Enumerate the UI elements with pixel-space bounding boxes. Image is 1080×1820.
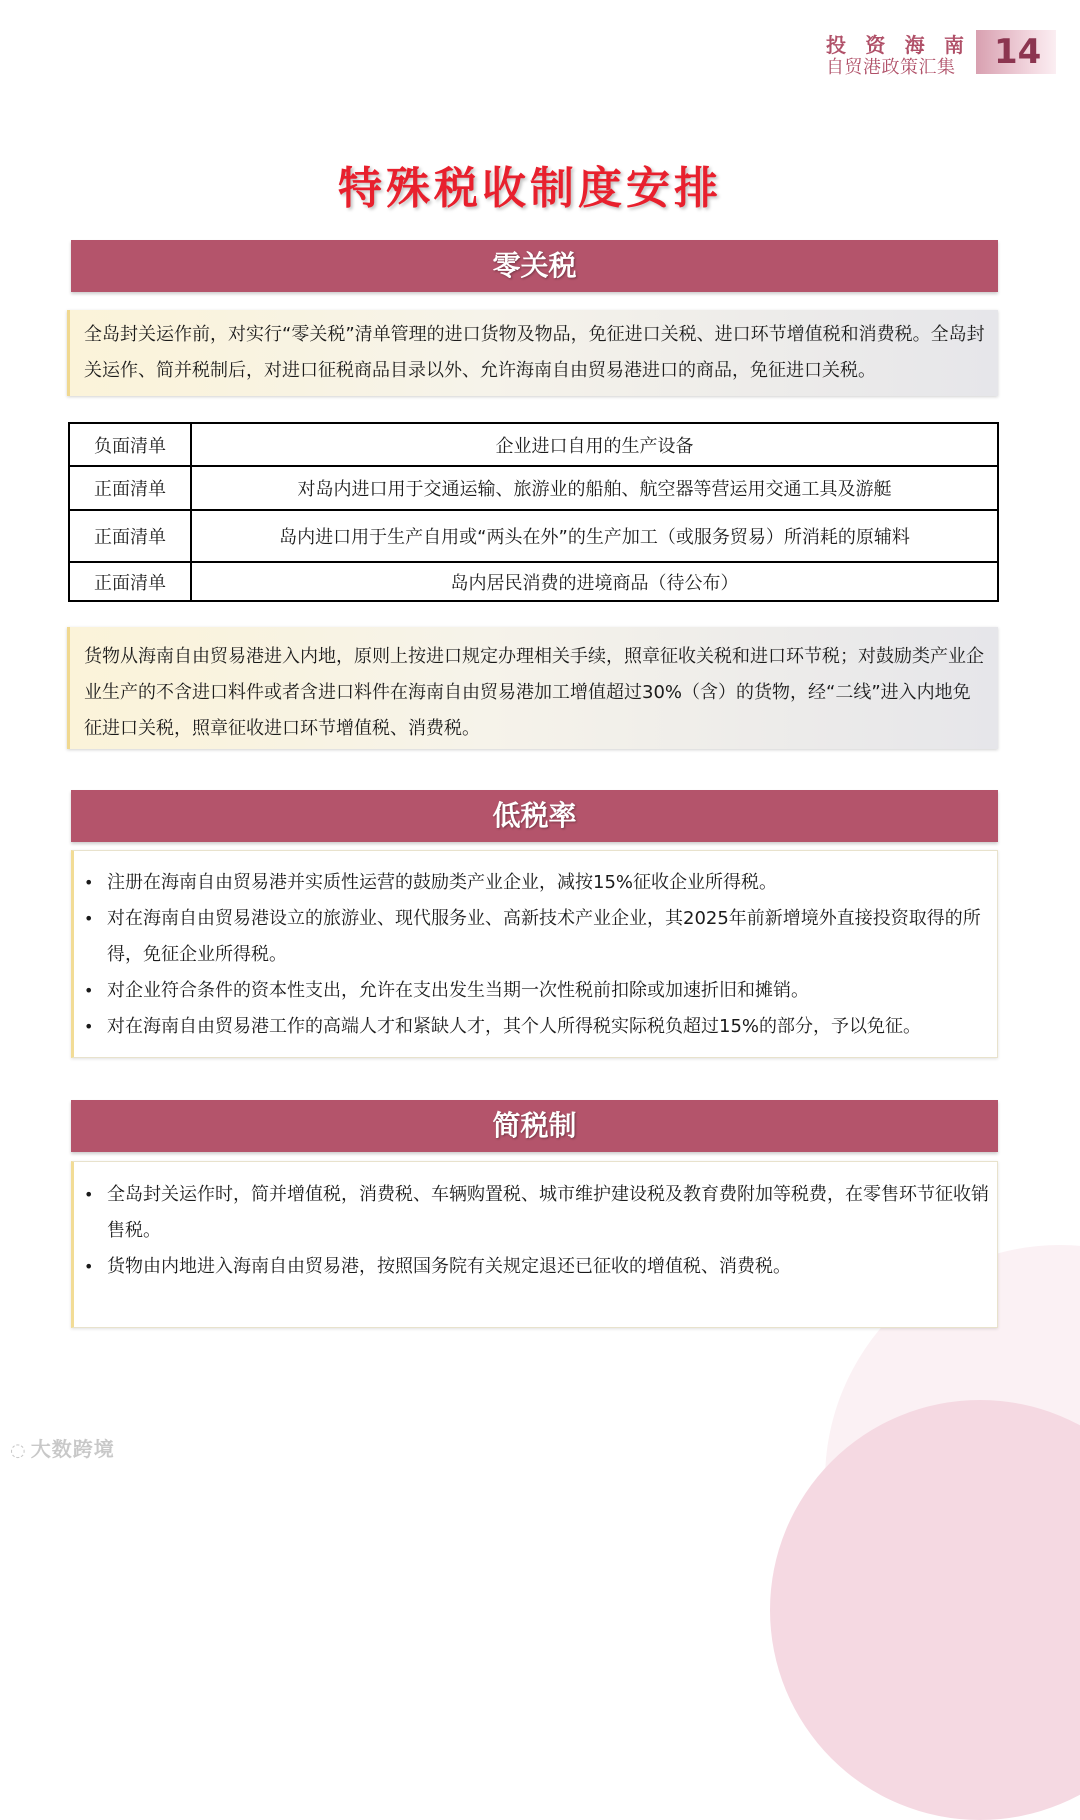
brand-char: 投 — [826, 33, 846, 57]
section-heading-low-tax: 低税率 — [71, 790, 998, 842]
section-heading-zero-tariff: 零关税 — [71, 240, 998, 292]
brand-char: 资 — [865, 33, 886, 57]
brand-subtitle: 自贸港政策汇集 — [826, 57, 956, 78]
simple-tax-list — [74, 1177, 991, 1285]
list-content-cell: 对岛内进口用于交通运输、旅游业的船舶、航空器等营运用交通工具及游艇 — [191, 466, 998, 510]
watermark-logo-icon: ◌ — [10, 1440, 27, 1461]
low-tax-list — [74, 865, 991, 1045]
page-title: 特殊税收制度安排 — [338, 163, 722, 214]
watermark-text: 大数跨境 — [30, 1437, 115, 1461]
list-item: • 对企业符合条件的资本性支出，允许在支出发生当期一次性税前扣除或加速折旧和摊销。 — [74, 973, 991, 1009]
table-row — [69, 510, 998, 562]
list-content-cell: 企业进口自用的生产设备 — [191, 423, 998, 466]
zero-tariff-note: 货物从海南自由贸易港进入内地，原则上按进口规定办理相关手续，照章征收关税和进口环节税；对鼓励类产业企业生产的不含进口料件或者含进口料件在海南自由贸易港加工增值超过30%（含）的货物，经“二线”进入内地免征进口关税，照章征收进口环节增值税、消费税。 — [67, 627, 998, 749]
list-item: • 注册在海南自由贸易港并实质性运营的鼓励类产业企业，减按15%征收企业所得税。 — [74, 865, 991, 901]
simple-tax-box — [71, 1161, 998, 1328]
tariff-list-table — [68, 422, 999, 602]
table-row — [69, 466, 998, 510]
list-content-cell: 岛内进口用于生产自用或“两头在外”的生产加工（或服务贸易）所消耗的原辅料 — [191, 510, 998, 562]
table-row — [69, 423, 998, 466]
list-item: • 货物由内地进入海南自由贸易港，按照国务院有关规定退还已征收的增值税、消费税。 — [74, 1249, 991, 1285]
section-heading-simple-tax: 简税制 — [71, 1100, 998, 1152]
list-type-cell: 正面清单 — [69, 510, 191, 562]
background-circle — [770, 1400, 1080, 1820]
zero-tariff-intro: 全岛封关运作前，对实行“零关税”清单管理的进口货物及物品，免征进口关税、进口环节增值税和消费税。全岛封关运作、简并税制后，对进口征税商品目录以外、允许海南自由贸易港进口的商品，免征进口关税。 — [67, 310, 998, 396]
list-content-cell: 岛内居民消费的进境商品（待公布） — [191, 562, 998, 601]
watermark — [10, 1433, 115, 1462]
table-row — [69, 562, 998, 601]
list-type-cell: 负面清单 — [69, 423, 191, 466]
brand-char: 海 — [904, 33, 925, 57]
list-item: • 对在海南自由贸易港设立的旅游业、现代服务业、高新技术产业企业，其2025年前新增境外直接投资取得的所得，免征企业所得税。 — [74, 901, 991, 973]
low-tax-box — [71, 850, 998, 1058]
brand-char: 南 — [943, 33, 964, 57]
list-item: • 全岛封关运作时，简并增值税，消费税、车辆购置税、城市维护建设税及教育费附加等税费，在零售环节征收销售税。 — [74, 1177, 991, 1249]
list-type-cell: 正面清单 — [69, 466, 191, 510]
page-number: 14 — [976, 30, 1056, 74]
list-type-cell: 正面清单 — [69, 562, 191, 601]
list-item: • 对在海南自由贸易港工作的高端人才和紧缺人才，其个人所得税实际税负超过15%的部分，予以免征。 — [74, 1009, 991, 1045]
